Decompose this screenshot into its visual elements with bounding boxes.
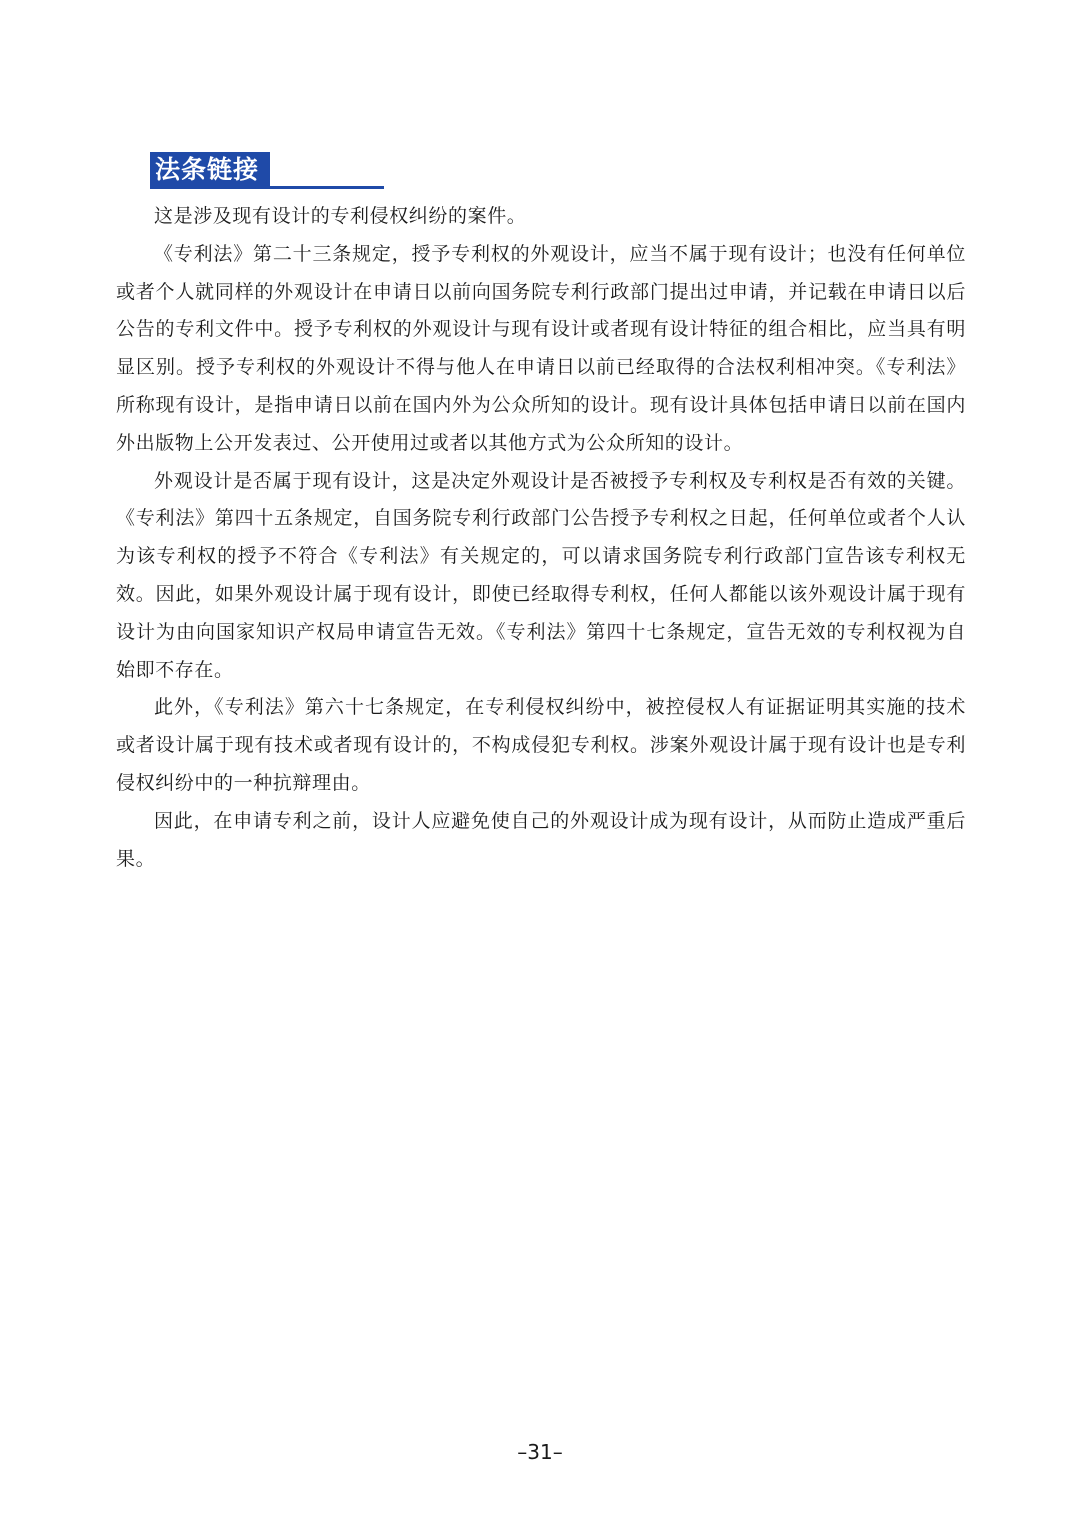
paragraph: 因此，在申请专利之前，设计人应避免使自己的外观设计成为现有设计，从而防止造成严重后果。 [116,809,966,870]
section-header [150,152,384,190]
section-title: 法条链接 [155,155,260,184]
paragraph: 《专利法》第二十三条规定，授予专利权的外观设计，应当不属于现有设计；也没有任何单位或者个人就同样的外观设计在申请日以前向国务院专利行政部门提出过申请，并记载在申请日以后公告的专利文件中。授予专利权的外观设计与现有设计或者现有设计特征的组合相比，应当具有明显区别。授予专利权的外观设计不得与他人在申请日以前已经取得的合法权利相冲突。《专利法》所称现有设计，是指申请日以前在国内外为公众所知的设计。现有设计具体包括申请日以前在国内外出版物上公开发表过、公开使用过或者以其他方式为公众所知的设计。 [116,242,966,454]
paragraph: 此外，《专利法》第六十七条规定，在专利侵权纠纷中，被控侵权人有证据证明其实施的技术或者设计属于现有技术或者现有设计的，不构成侵犯专利权。涉案外观设计属于现有设计也是专利侵权纠纷中的一种抗辩理由。 [116,696,966,794]
body-text [116,198,966,878]
paragraph: 外观设计是否属于现有设计，这是决定外观设计是否被授予专利权及专利权是否有效的关键。《专利法》第四十五条规定，自国务院专利行政部门公告授予专利权之日起，任何单位或者个人认为该专利权的授予不符合《专利法》有关规定的，可以请求国务院专利行政部门宣告该专利权无效。因此，如果外观设计属于现有设计，即使已经取得专利权，任何人都能以该外观设计属于现有设计为由向国家知识产权局申请宣告无效。《专利法》第四十七条规定，宣告无效的专利权视为自始即不存在。 [116,469,966,681]
paragraph: 这是涉及现有设计的专利侵权纠纷的案件。 [154,205,527,227]
section-underline [150,186,384,189]
page-number: –31– [517,1440,563,1464]
